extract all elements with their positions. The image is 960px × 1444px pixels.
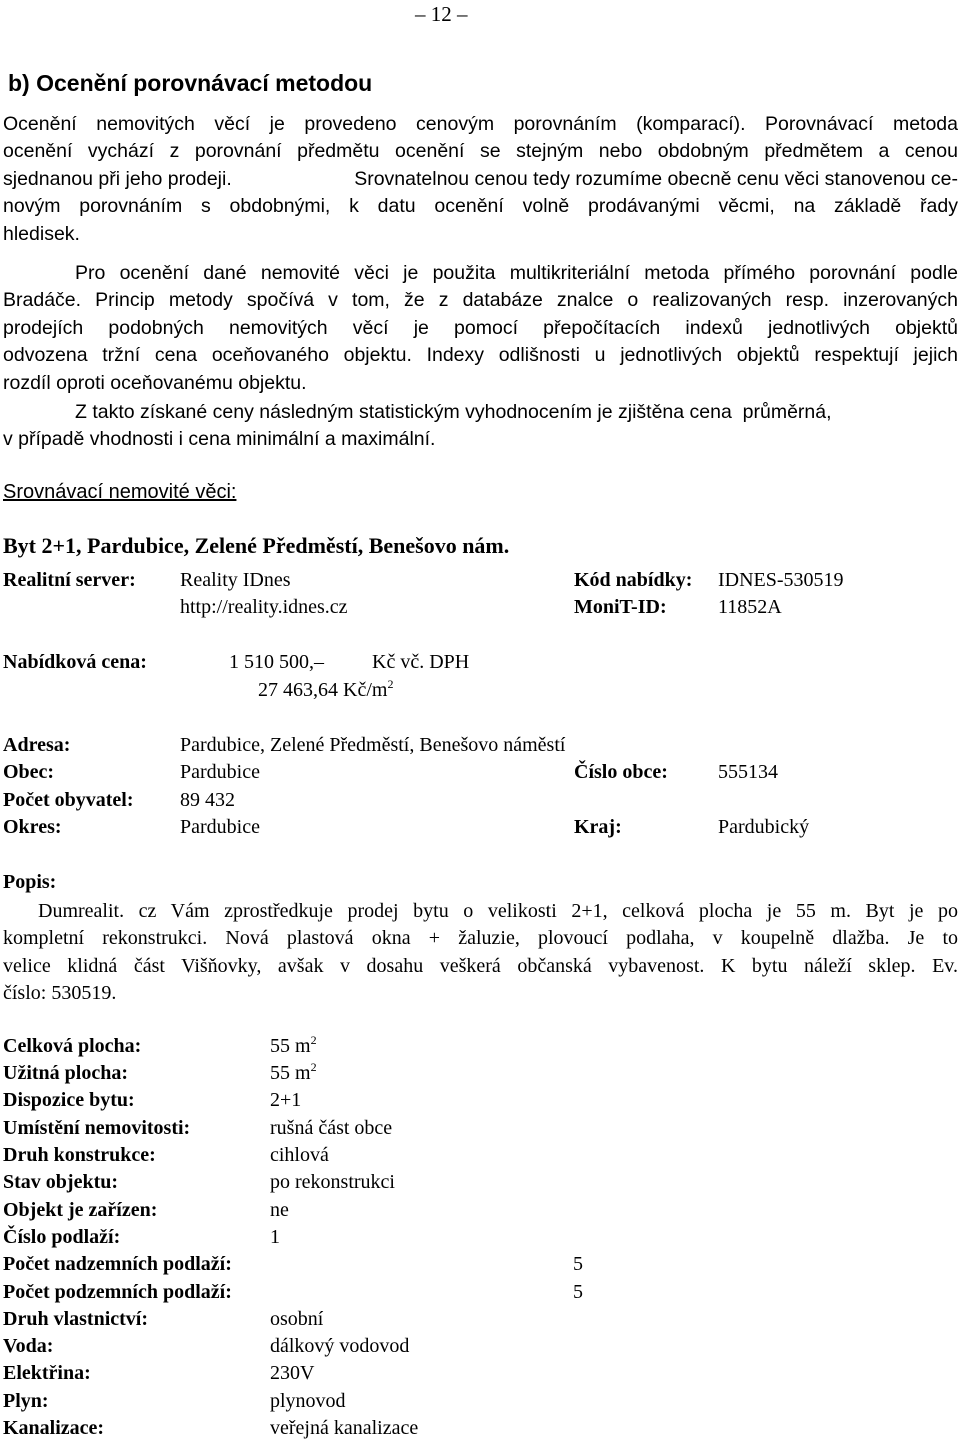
description-label: Popis: xyxy=(3,871,57,893)
param-label: Celková plocha: xyxy=(3,1035,142,1057)
method-line: Pro ocenění dané nemovité věci je použita multikriteriální metoda přímého porovnání podle xyxy=(75,262,958,284)
server-label: Realitní server: xyxy=(3,569,136,591)
param-label: Druh konstrukce: xyxy=(3,1144,156,1166)
municipality-no-value: 555134 xyxy=(718,761,778,783)
param-label: Plyn: xyxy=(3,1390,49,1412)
param-value: rušná část obce xyxy=(270,1117,393,1139)
region-value: Pardubický xyxy=(718,816,810,838)
param-label: Dispozice bytu: xyxy=(3,1089,135,1111)
price-value: 1 510 500,– xyxy=(229,651,324,673)
price-per-m2 xyxy=(258,679,393,702)
param-label: Objekt je zařízen: xyxy=(3,1199,158,1221)
param-value: 5 xyxy=(573,1253,583,1275)
listing-title: Byt 2+1, Pardubice, Zelené Předměstí, Benešovo nám. xyxy=(3,533,510,558)
monit-id: 11852A xyxy=(718,596,782,618)
param-value: dálkový vodovod xyxy=(270,1335,410,1357)
param-label: Elektřina: xyxy=(3,1362,91,1384)
method-paragraph xyxy=(3,260,958,397)
stats-line: v případě vhodnosti i cena minimální a maximální. xyxy=(3,428,436,451)
param-label: Stav objektu: xyxy=(3,1171,119,1193)
population-value: 89 432 xyxy=(180,789,235,811)
param-value: 5 xyxy=(573,1281,583,1303)
param-value: po rekonstrukci xyxy=(270,1171,395,1193)
intro-line: novým porovnáním s obdobnými, k datu ocenění volně prodávanými věcmi, na základě řady xyxy=(3,195,958,218)
param-value-text: 55 m xyxy=(270,1062,311,1084)
param-value: ne xyxy=(270,1199,289,1221)
intro-line: ocenění vychází z porovnání předmětu ocenění se stejným nebo obdobným předmětem a cenou xyxy=(3,140,958,163)
param-label: Kanalizace: xyxy=(3,1417,105,1439)
param-value xyxy=(270,1035,317,1058)
intro-line-part: sjednanou při jeho prodeji. xyxy=(3,167,232,190)
monit-label: MoniT-ID: xyxy=(574,596,667,618)
intro-line: Ocenění nemovitých věcí je provedeno cenovým porovnáním (komparací). Porovnávací metoda xyxy=(3,113,958,135)
municipality-no-label: Číslo obce: xyxy=(574,761,668,783)
district-label: Okres: xyxy=(3,816,62,838)
section-title: b) Ocenění porovnávací metodou xyxy=(8,70,373,96)
offer-code: IDNES-530519 xyxy=(718,569,844,591)
municipality-label: Obec: xyxy=(3,761,55,783)
param-value: plynovod xyxy=(270,1390,346,1412)
param-label: Počet podzemních podlaží: xyxy=(3,1281,232,1303)
population-label: Počet obyvatel: xyxy=(3,789,134,811)
comparables-heading: Srovnávací nemovité věci: xyxy=(3,481,237,503)
description-line: kompletní rekonstrukci. Nová plastová okna + žaluzie, plovoucí podlaha, v koupelně dlažba. Je to xyxy=(3,927,958,950)
description-line: Dumrealit. cz Vám zprostředkuje prodej bytu o velikosti 2+1, celková plocha je 55 m. Byt je po xyxy=(38,900,958,922)
method-line: rozdíl oproti oceňovanému objektu. xyxy=(3,371,307,394)
param-label: Umístění nemovitosti: xyxy=(3,1117,191,1139)
param-label: Voda: xyxy=(3,1335,54,1357)
intro-line-part: Srovnatelnou cenou tedy rozumíme obecně cenu věci stanovenou ce- xyxy=(354,167,958,190)
price-per-m2-sup: 2 xyxy=(387,677,394,691)
param-value: 1 xyxy=(270,1226,280,1248)
param-value xyxy=(270,1062,317,1085)
stats-paragraph xyxy=(3,399,915,454)
intro-line xyxy=(3,166,958,193)
price-suffix: Kč vč. DPH xyxy=(372,651,470,673)
region-label: Kraj: xyxy=(574,816,622,838)
intro-line: hledisek. xyxy=(3,222,80,245)
description-line: číslo: 530519. xyxy=(3,982,117,1005)
param-value: 230V xyxy=(270,1362,315,1384)
description-line: velice klidná část Višňovky, avšak v dosahu veškerá občanská vybavenost. K bytu náleží sklep. Ev. xyxy=(3,954,958,977)
server-url[interactable]: http://reality.idnes.cz xyxy=(180,596,348,618)
address-label: Adresa: xyxy=(3,734,71,756)
param-value: osobní xyxy=(270,1308,324,1330)
method-line: Bradáče. Princip metody spočívá v tom, že z databáze znalce o realizovaných resp. inzerovaných xyxy=(3,289,958,312)
param-value: cihlová xyxy=(270,1144,329,1166)
municipality-value: Pardubice xyxy=(180,761,260,783)
server-name: Reality IDnes xyxy=(180,569,291,591)
price-label: Nabídková cena: xyxy=(3,651,147,673)
intro-paragraph xyxy=(3,111,958,248)
stats-line: Z takto získané ceny následným statistickým vyhodnocením je zjištěna cena průměrná, xyxy=(75,401,832,423)
price-per-m2-value: 27 463,64 Kč/m xyxy=(258,679,388,701)
district-value: Pardubice xyxy=(180,816,260,838)
param-label: Druh vlastnictví: xyxy=(3,1308,148,1330)
param-label: Počet nadzemních podlaží: xyxy=(3,1253,232,1275)
param-value: veřejná kanalizace xyxy=(270,1417,419,1439)
param-value-text: 55 m xyxy=(270,1035,311,1057)
method-line: odvozena tržní cena oceňovaného objektu. Indexy odlišnosti u jednotlivých objektů respektují jejich xyxy=(3,344,958,367)
offer-code-label: Kód nabídky: xyxy=(574,569,693,591)
param-value: 2+1 xyxy=(270,1089,302,1111)
address-value: Pardubice, Zelené Předměstí, Benešovo náměstí xyxy=(180,734,566,756)
param-label: Číslo podlaží: xyxy=(3,1226,121,1248)
description-paragraph xyxy=(3,898,958,1008)
method-line: prodejích podobných nemovitých věcí je pomocí přepočítacích indexů jednotlivých objektů xyxy=(3,316,958,339)
page-number: – 12 – xyxy=(415,2,468,26)
param-value-sup: 2 xyxy=(310,1060,317,1074)
param-label: Užitná plocha: xyxy=(3,1062,128,1084)
param-value-sup: 2 xyxy=(310,1033,317,1047)
